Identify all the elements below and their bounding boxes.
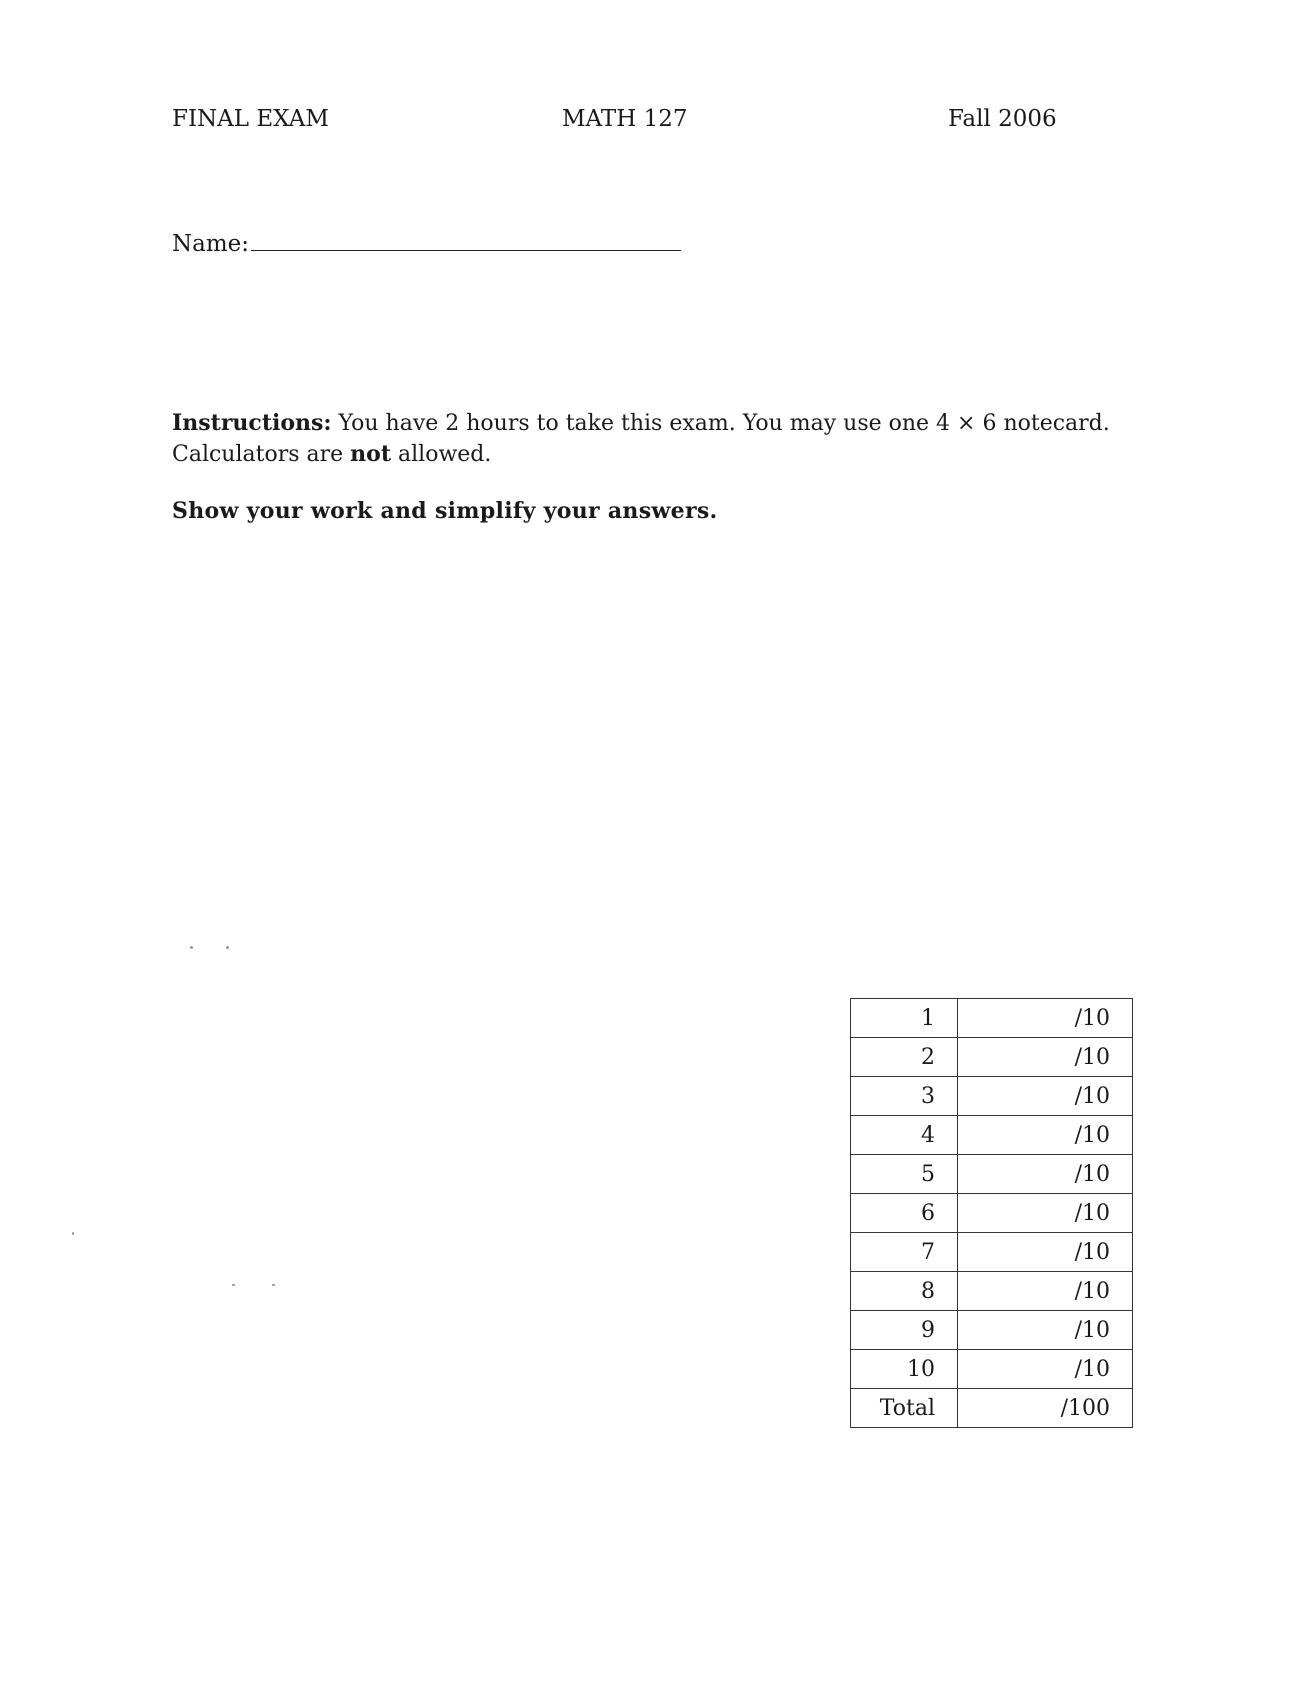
question-number: 7 [851,1233,958,1272]
points-possible: /10 [958,1272,1133,1311]
instructions [172,408,1152,470]
score-row [851,1116,1133,1155]
instructions-emphasis: not [350,441,392,467]
points-possible: /10 [958,999,1133,1038]
question-number: 4 [851,1116,958,1155]
scan-speck [72,1232,74,1235]
exam-title: FINAL EXAM [172,106,329,132]
score-row [851,1311,1133,1350]
instructions-text: You have 2 hours to take this exam. You may use one 4 × 6 notecard. Calculators are [172,411,1110,467]
name-field [172,228,681,257]
question-number: 1 [851,999,958,1038]
points-possible: /10 [958,1155,1133,1194]
question-number: 9 [851,1311,958,1350]
term: Fall 2006 [948,106,1057,132]
score-row [851,1038,1133,1077]
question-number: 10 [851,1350,958,1389]
question-number: 6 [851,1194,958,1233]
scan-speck [190,946,193,949]
question-number: Total [851,1389,958,1428]
question-number: 3 [851,1077,958,1116]
points-possible: /10 [958,1038,1133,1077]
name-label: Name: [172,231,250,257]
scan-speck [226,946,229,949]
score-table [850,998,1133,1428]
points-possible: /10 [958,1233,1133,1272]
score-row [851,1389,1133,1428]
score-row [851,1155,1133,1194]
instructions-label: Instructions: [172,410,332,436]
page-header [172,106,1057,138]
show-work-note: Show your work and simplify your answers. [172,498,718,524]
question-number: 2 [851,1038,958,1077]
points-possible: /10 [958,1311,1133,1350]
score-row [851,1233,1133,1272]
score-row [851,1350,1133,1389]
instructions-text-end: allowed. [391,442,492,467]
score-row [851,1272,1133,1311]
scan-speck [272,1284,275,1286]
points-possible: /10 [958,1350,1133,1389]
score-row [851,999,1133,1038]
name-blank-line [251,228,681,251]
points-possible: /100 [958,1389,1133,1428]
question-number: 8 [851,1272,958,1311]
scan-speck [232,1284,235,1286]
score-row [851,1194,1133,1233]
course-name: MATH 127 [562,106,688,132]
points-possible: /10 [958,1116,1133,1155]
points-possible: /10 [958,1077,1133,1116]
question-number: 5 [851,1155,958,1194]
points-possible: /10 [958,1194,1133,1233]
score-row [851,1077,1133,1116]
